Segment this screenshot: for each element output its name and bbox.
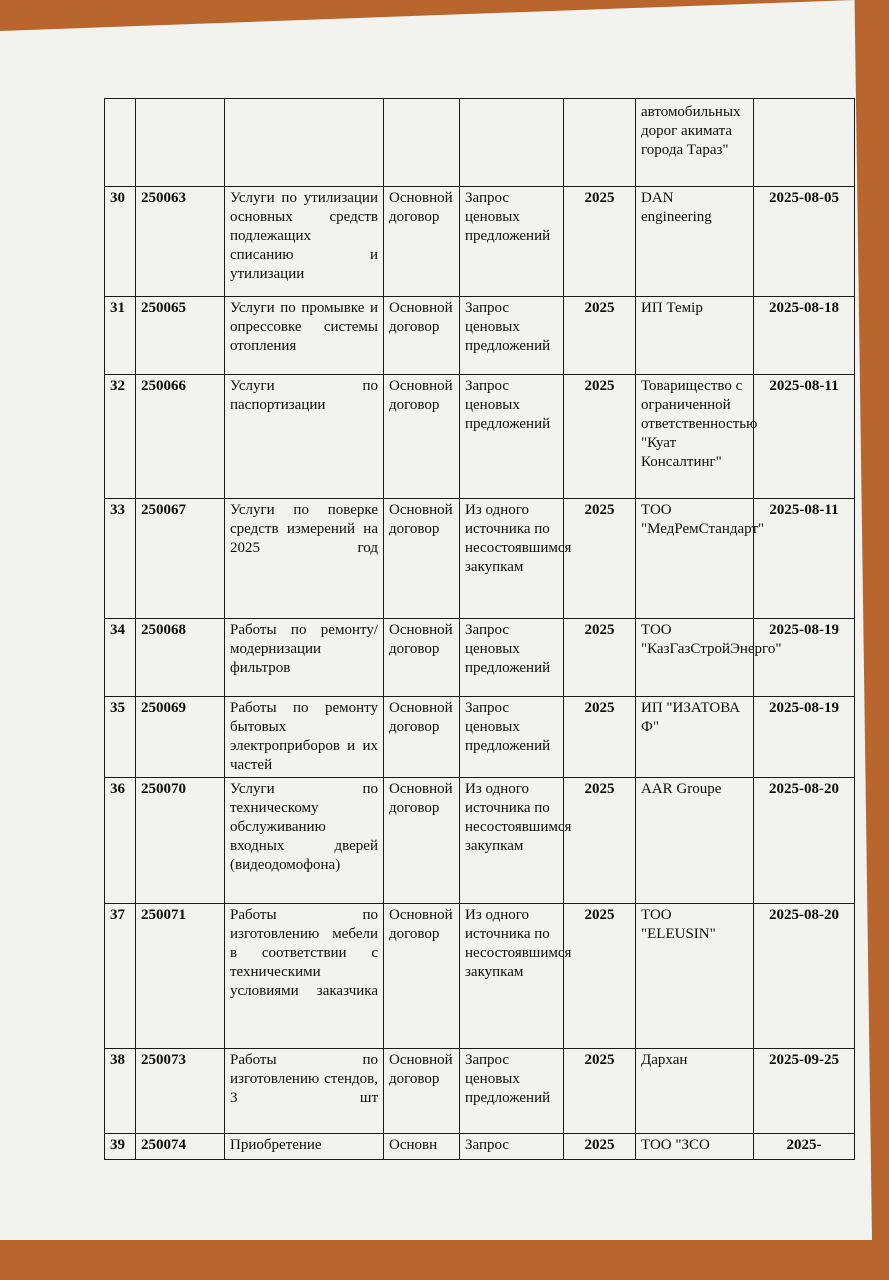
- year-cell: 2025: [564, 297, 636, 375]
- table-row: [105, 697, 855, 778]
- code-cell: 250073: [136, 1049, 225, 1134]
- contract-type-cell: Основной договор: [384, 619, 460, 697]
- supplier-cell: ТОО "КазГазСтройЭнерго": [636, 619, 754, 697]
- name-cell: Услуги по паспортизации: [225, 375, 384, 499]
- table-row-fragment: [105, 99, 855, 187]
- code-cell: 250074: [136, 1134, 225, 1160]
- supplier-cell-fragment: автомобильных дорог акимата города Тараз": [636, 99, 754, 187]
- code-cell: 250070: [136, 778, 225, 904]
- supplier-cell: ТОО "МедРемСтандарт": [636, 499, 754, 619]
- method-cell: Из одного источника по несостоявшимся закупкам: [460, 778, 564, 904]
- date-cell: 2025-08-11: [754, 375, 855, 499]
- date-cell: 2025-08-11: [754, 499, 855, 619]
- code-cell: 250065: [136, 297, 225, 375]
- supplier-cell: ИП Темір: [636, 297, 754, 375]
- contract-type-cell: Основн: [384, 1134, 460, 1160]
- method-cell: Запрос ценовых предложений: [460, 375, 564, 499]
- supplier-cell: Товарищество с ограниченной ответственностью "Куат Консалтинг": [636, 375, 754, 499]
- name-cell: Услуги по техническому обслуживанию входных дверей (видеодомофона): [225, 778, 384, 904]
- contract-type-cell: Основной договор: [384, 297, 460, 375]
- date-cell: 2025-08-05: [754, 187, 855, 297]
- date-cell: 2025-08-19: [754, 697, 855, 778]
- row-number-cell: 35: [105, 697, 136, 778]
- table-row: [105, 187, 855, 297]
- code-cell: 250068: [136, 619, 225, 697]
- code-cell: 250063: [136, 187, 225, 297]
- year-cell: 2025: [564, 375, 636, 499]
- table-row: [105, 1049, 855, 1134]
- name-cell: Услуги по утилизации основных средств подлежащих списанию и утилизации: [225, 187, 384, 297]
- year-cell: 2025: [564, 1134, 636, 1160]
- code-cell: 250067: [136, 499, 225, 619]
- name-cell: Работы по ремонту бытовых электроприборов и их частей: [225, 697, 384, 778]
- method-cell: Запрос ценовых предложений: [460, 697, 564, 778]
- supplier-cell: AAR Groupe: [636, 778, 754, 904]
- date-cell: 2025-: [754, 1134, 855, 1160]
- date-cell: 2025-08-19: [754, 619, 855, 697]
- method-cell: Запрос ценовых предложений: [460, 619, 564, 697]
- method-cell: Запрос ценовых предложений: [460, 187, 564, 297]
- procurement-table: [104, 98, 855, 1160]
- name-cell: Приобретение: [225, 1134, 384, 1160]
- row-number-cell: 38: [105, 1049, 136, 1134]
- year-cell: 2025: [564, 1049, 636, 1134]
- name-cell: Работы по изготовлению стендов, 3 шт: [225, 1049, 384, 1134]
- contract-type-cell: Основной договор: [384, 499, 460, 619]
- contract-type-cell: Основной договор: [384, 697, 460, 778]
- supplier-cell: DAN engineering: [636, 187, 754, 297]
- contract-type-cell: Основной договор: [384, 778, 460, 904]
- name-cell: Услуги по поверке средств измерений на 2025 год: [225, 499, 384, 619]
- year-cell: 2025: [564, 697, 636, 778]
- method-cell: Запрос: [460, 1134, 564, 1160]
- method-cell: Из одного источника по несостоявшимся закупкам: [460, 499, 564, 619]
- code-cell: 250069: [136, 697, 225, 778]
- row-number-cell: 30: [105, 187, 136, 297]
- table-row: [105, 1134, 855, 1160]
- supplier-cell: ИП "ИЗАТОВА Ф": [636, 697, 754, 778]
- row-number-cell: 33: [105, 499, 136, 619]
- year-cell: 2025: [564, 187, 636, 297]
- year-cell: 2025: [564, 619, 636, 697]
- table-row: [105, 499, 855, 619]
- supplier-cell: Дархан: [636, 1049, 754, 1134]
- code-cell: 250071: [136, 904, 225, 1049]
- supplier-cell: ТОО "ELEUSIN": [636, 904, 754, 1049]
- method-cell: Запрос ценовых предложений: [460, 297, 564, 375]
- year-cell: 2025: [564, 778, 636, 904]
- contract-type-cell: Основной договор: [384, 187, 460, 297]
- method-cell: Запрос ценовых предложений: [460, 1049, 564, 1134]
- table-body: [105, 99, 855, 1160]
- row-number-cell: 31: [105, 297, 136, 375]
- code-cell: 250066: [136, 375, 225, 499]
- method-cell: Из одного источника по несостоявшимся закупкам: [460, 904, 564, 1049]
- contract-type-cell: Основной договор: [384, 904, 460, 1049]
- table-row: [105, 904, 855, 1049]
- date-cell: 2025-08-20: [754, 904, 855, 1049]
- contract-type-cell: Основной договор: [384, 1049, 460, 1134]
- contract-type-cell: Основной договор: [384, 375, 460, 499]
- name-cell: Работы по изготовлению мебели в соответствии с техническими условиями заказчика: [225, 904, 384, 1049]
- row-number-cell: 39: [105, 1134, 136, 1160]
- name-cell: Услуги по промывке и опрессовке системы отопления: [225, 297, 384, 375]
- row-number-cell: 37: [105, 904, 136, 1049]
- row-number-cell: 34: [105, 619, 136, 697]
- table-row: [105, 778, 855, 904]
- row-number-cell: 32: [105, 375, 136, 499]
- row-number-cell: 36: [105, 778, 136, 904]
- table-row: [105, 297, 855, 375]
- year-cell: 2025: [564, 499, 636, 619]
- name-cell: Работы по ремонту/модернизации фильтров: [225, 619, 384, 697]
- supplier-cell: ТОО "ЗСО: [636, 1134, 754, 1160]
- year-cell: 2025: [564, 904, 636, 1049]
- date-cell: 2025-08-20: [754, 778, 855, 904]
- table-row: [105, 375, 855, 499]
- table-row: [105, 619, 855, 697]
- date-cell: 2025-09-25: [754, 1049, 855, 1134]
- date-cell: 2025-08-18: [754, 297, 855, 375]
